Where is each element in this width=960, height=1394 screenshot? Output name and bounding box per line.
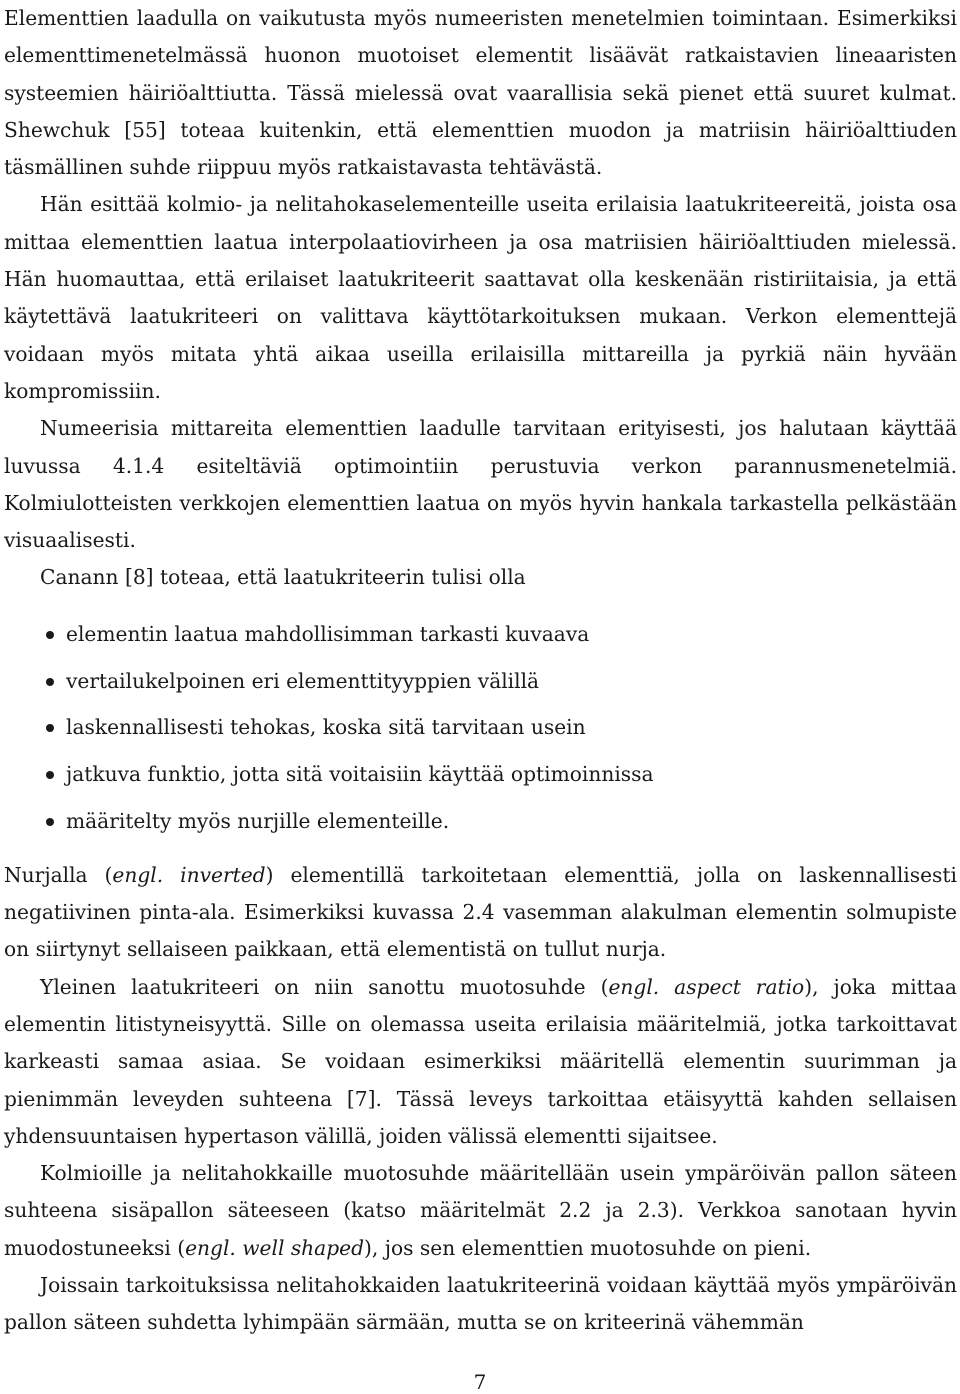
list-item: elementin laatua mahdollisimman tarkasti kuvaava xyxy=(4,611,957,658)
paragraph-quality-criteria: Hän esittää kolmio- ja nelitahokaselementeille useita erilaisia laatukriteereitä, joista osa mittaa elementtien laatua interpolaatiovirheen ja osa matriisien häiriöalttiuden mielessä. Hän huomauttaa, että erilaiset laatukriteerit saattavat olla keskenään ristiriitaisia, ja että käytettävä laatukriteeri on valittava käyttötarkoituksen mukaan. Verkon elementtejä voidaan myös mitata yhtä aikaa useilla erilaisilla mittareilla ja pyrkiä näin hyvään kompromissiin. xyxy=(4,192,957,403)
list-item: laskennallisesti tehokas, koska sitä tarvitaan usein xyxy=(4,704,957,751)
paragraph-aspect-ratio xyxy=(4,969,957,1155)
list-item: vertailukelpoinen eri elementtityyppien välillä xyxy=(4,658,957,705)
english-term: aspect ratio xyxy=(674,974,805,999)
paragraph-circumradius-edge: Joissain tarkoituksissa nelitahokkaiden laatukriteerinä voidaan käyttää myös ympäröivän pallon säteen suhdetta lyhimpään särmään, mutta se on kriteerinä vähemmän xyxy=(4,1273,957,1335)
paragraph-well-shaped xyxy=(4,1155,957,1267)
paragraph-element-quality: Elementtien laadulla on vaikutusta myös numeeristen menetelmien toimintaan. Esimerkiksi elementtimenetelmässä huonon muotoiset elementit lisäävät ratkaistavien lineaaristen systeemien häiriöalttiutta. Tässä mielessä ovat vaarallisia sekä pienet että suuret kulmat. Shewchuk [55] toteaa kuitenkin, että elementtien muodon ja matriisin häiriöalttiuden täsmällinen suhde riippuu myös ratkaistavasta tehtävästä. xyxy=(4,6,957,180)
criteria-bullet-list xyxy=(4,597,957,857)
text-span: ) elementillä tarkoitetaan elementtiä, jolla on laskennallisesti negatiivinen pinta-ala. Esimerkiksi kuvassa 2.4 vasemman alakulman elementin solmupiste on siirtynyt sellaiseen paikkaan, että elementistä on tullut nurja. xyxy=(4,862,957,962)
english-term: well shaped xyxy=(242,1235,365,1260)
list-item: jatkuva funktio, jotta sitä voitaisiin käyttää optimoinnissa xyxy=(4,751,957,798)
text-span: ), jos sen elementtien muotosuhde on pieni. xyxy=(364,1235,812,1260)
body-text xyxy=(4,0,957,1342)
text-span: ), joka mittaa elementin litistyneisyyttä. Sille on olemassa useita erilaisia määritelmiä, jotka tarkoittavat karkeasti samaa asiaa. Se voidaan esimerkiksi määritellä elementin suurimman ja pienimmän leveyden suhteena [7]. Tässä leveys tarkoittaa etäisyyttä kahden sellaisen yhdensuuntaisen hypertason välillä, joiden välissä elementti sijaitsee. xyxy=(4,974,957,1148)
paragraph-numeric-measures: Numeerisia mittareita elementtien laadulle tarvitaan erityisesti, jos halutaan käyttää luvussa 4.1.4 esiteltäviä optimointiin perustuvia verkon parannusmenetelmiä. Kolmiulotteisten verkkojen elementtien laatua on myös hyvin hankala tarkastella pelkästään visuaalisesti. xyxy=(4,416,957,553)
paragraph-inverted-elements xyxy=(4,857,957,969)
paragraph-canann-intro: Canann [8] toteaa, että laatukriteerin tulisi olla xyxy=(40,565,526,590)
page-number: 7 xyxy=(473,1370,487,1394)
engl-abbrev: engl. xyxy=(608,974,660,999)
list-item: määritelty myös nurjille elementeille. xyxy=(4,798,957,845)
text-span: Kolmioille ja nelitahokkaille muotosuhde määritellään usein ympäröivän pallon säteen suhteena sisäpallon säteeseen (katso määritelmät 2.2 ja 2.3). Verkkoa sanotaan hyvin muodostuneeksi ( xyxy=(4,1161,957,1260)
engl-abbrev: engl. xyxy=(112,862,164,887)
text-span: Yleinen laatukriteeri on niin sanottu muotosuhde ( xyxy=(40,974,609,999)
engl-abbrev: engl. xyxy=(185,1235,236,1260)
text-span: Nurjalla ( xyxy=(4,862,113,887)
english-term: inverted xyxy=(180,862,266,887)
